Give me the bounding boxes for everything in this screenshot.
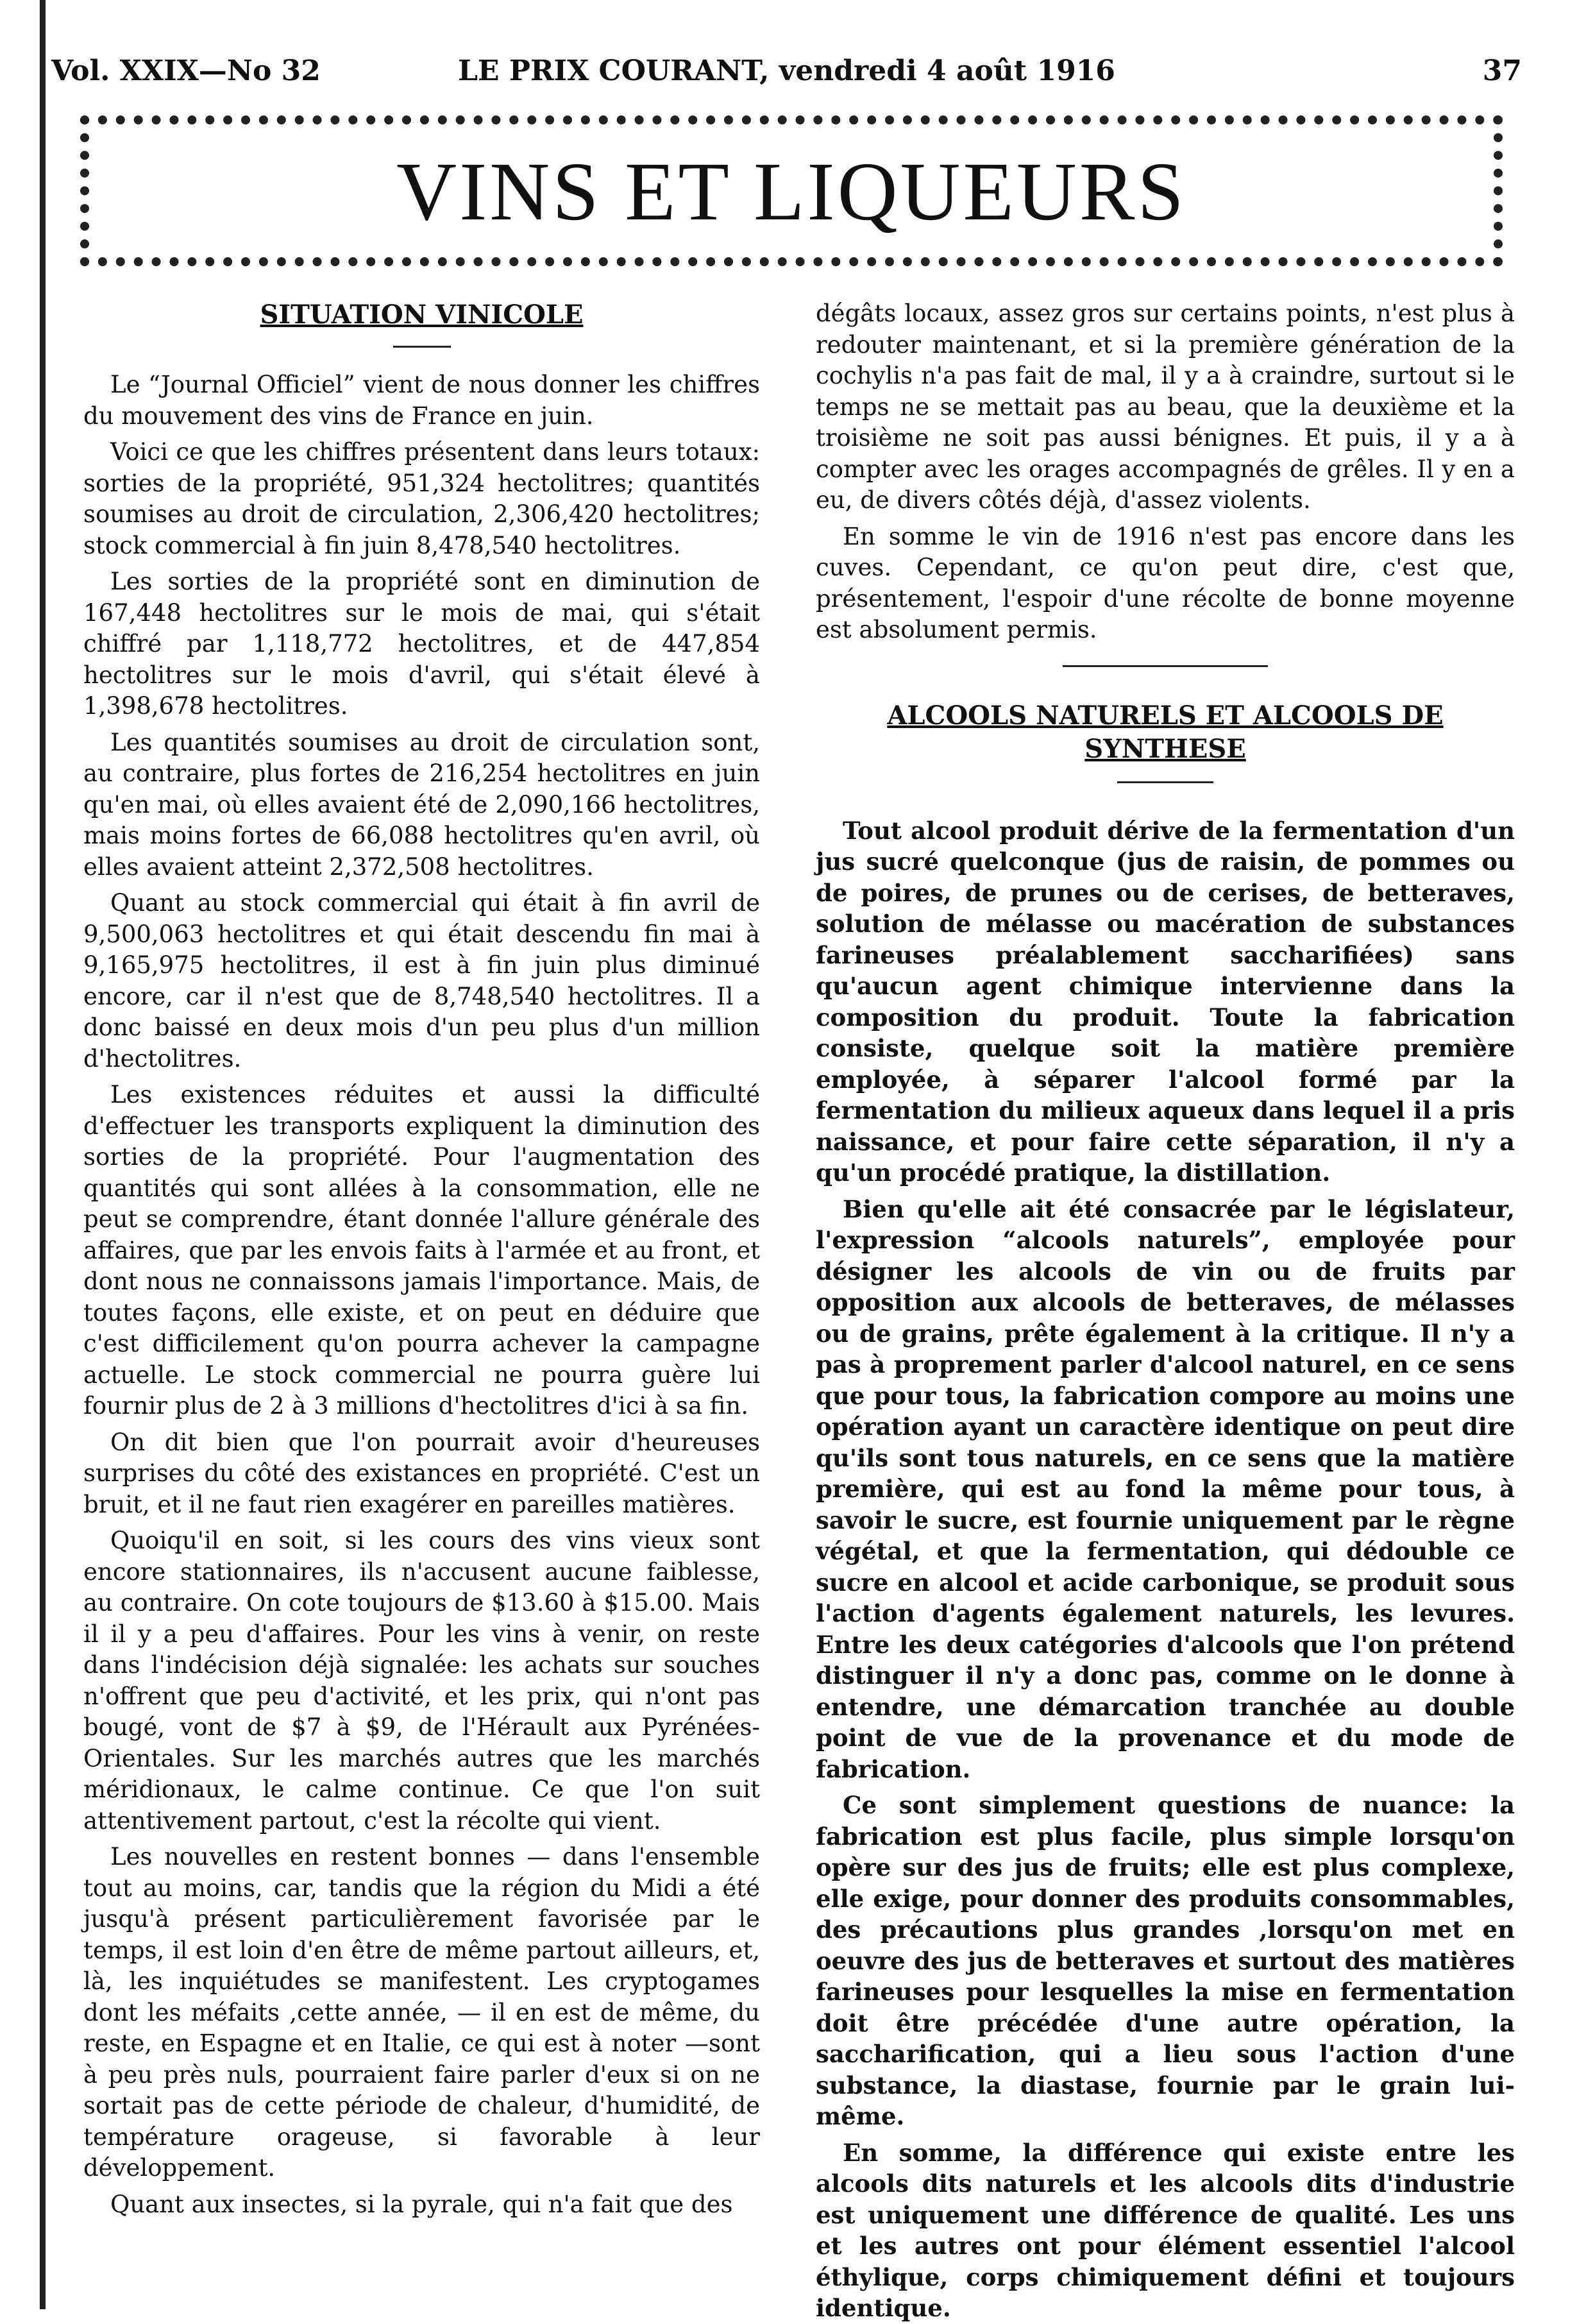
divider <box>1063 665 1268 667</box>
paragraph: Le “Journal Officiel” vient de nous donner les chiffres du mouvement des vins de France en juin. <box>83 371 760 430</box>
divider <box>393 346 451 348</box>
divider <box>1117 781 1213 783</box>
page-header <box>51 55 1522 93</box>
banner-title: VINS ET LIQUEURS <box>396 146 1186 238</box>
paragraph: Voici ce que les chiffres présentent dans leurs totaux: sorties de la propriété, 951,324 hectolitres; quantités soumises au droit de circulation, 2,306,420 hectolitres; stock commercial à fin juin 8,478,540 hectolitres. <box>83 438 760 559</box>
paragraph: dégâts locaux, assez gros sur certains points, n'est plus à redouter maintenant, et si la première génération de la cochylis n'a pas fait de mal, il y a à craindre, surtout si le temps ne se mettait pas au beau, que la deuxième et la troisième ne soit pas aussi bénignes. Et puis, il y a à compter avec les orages accompagnés de grêles. Il y en a eu, de divers côtés déjà, d'assez violents. <box>816 300 1515 514</box>
publication-title: LE PRIX COURANT, vendredi 4 août 1916 <box>458 55 1115 87</box>
paragraph: Quant au stock commercial qui était à fin avril de 9,500,063 hectolitres et qui était descendu fin mai à 9,165,975 hectolitres, il est à fin juin plus diminué encore, car il n'est que de 8,748,540 hectolitres. Il a donc baissé en deux mois d'un peu plus d'un million d'hectolitres. <box>83 889 760 1073</box>
paragraph: Les sorties de la propriété sont en diminution de 167,448 hectolitres sur le mois de mai, qui s'était chiffré par 1,118,772 hectolitres, et de 447,854 hectolitres sur le mois d'avril, qui s'était élevé à 1,398,678 hectolitres. <box>83 568 760 720</box>
paragraph: Tout alcool produit dérive de la fermentation d'un jus sucré quelconque (jus de raisin, de pommes ou de poires, de prunes ou de cerises, de betteraves, solution de mélasse ou macération de substances farineuses préalablement saccharifiées) sans qu'aucun agent chimique intervienne dans la composition du produit. Toute la fabrication consiste, quelque soit la matière première employée, à séparer l'alcool formé par la fermentation du milieux aqueux dans lequel il a pris naissance, et pour faire cette séparation, il n'y a qu'un procédé pratique, la distillation. <box>816 816 1515 1187</box>
paragraph: Ce sont simplement questions de nuance: la fabrication est plus facile, plus simple lorsqu'on opère sur des jus de fruits; elle est plus complexe, elle exige, pour donner des produits consommables, des précautions plus grandes ,lorsqu'on met en oeuvre des jus de betteraves et surtout des matières farineuses pour lesquelles la mise en fermentation doit être précédée d'une autre opération, la saccharification, qui a lieu sous l'action d'une substance, la diastase, fournie par le grain lui-même. <box>816 1791 1515 2130</box>
paragraph: Quoiqu'il en soit, si les cours des vins vieux sont encore stationnaires, ils n'accusent aucune faiblesse, au contraire. On cote toujours de $13.60 à $15.00. Mais il il y a peu d'affaires. Pour les vins à venir, on reste dans l'indécision déjà signalée: les achats sur souches n'offrent que peu d'activité, et les prix, qui n'ont pas bougé, vont de $7 à $9, de l'Hérault aux Pyrénées-Orientales. Sur les marchés autres que les marchés méridionaux, le calme continue. Ce que l'on suit attentivement partout, c'est la récolte qui vient. <box>83 1527 760 1835</box>
page-number: 37 <box>1482 55 1522 87</box>
paragraph: On dit bien que l'on pourrait avoir d'heureuses surprises du côté des existances en propriété. C'est un bruit, et il ne faut rien exagérer en pareilles matières. <box>83 1428 760 1518</box>
left-column <box>83 298 760 2274</box>
paragraph: En somme le vin de 1916 n'est pas encore dans les cuves. Cependant, ce qu'on peut dire, c'est que, présentement, l'espoir d'une récolte de bonne moyenne est absolument permis. <box>816 522 1515 643</box>
paragraph: En somme, la différence qui existe entre les alcools dits naturels et les alcools dits d'industrie est uniquement une différence de qualité. Les uns et les autres ont pour élément essentiel l'alcool éthylique, corps chimiquement défini et toujours identique. <box>816 2138 1515 2322</box>
right-column <box>816 298 1515 2322</box>
page-binding-edge <box>40 0 46 2309</box>
paragraph: Bien qu'elle ait été consacrée par le législateur, l'expression “alcools naturels”, employée pour désigner les alcools de vin ou de fruits par opposition aux alcools de betteraves, de mélasses ou de grains, prête également à la critique. Il n'y a pas à proprement parler d'alcool naturel, en ce sens que pour tous, la fabrication compore au moins une opération ayant un caractère identique on peut dire qu'ils sont tous naturels, en ce sens que la matière première, qui est au fond la même pour tous, à savoir le sucre, est fournie uniquement par le règne végétal, et que la fermentation, qui dédouble ce sucre en alcool et acide carbonique, se produit sous l'action d'agents également naturels, les levures. Entre les deux catégories d'alcools que l'on prétend distinguer il n'y a donc pas, comme on le donne à entendre, une démarcation tranchée au double point de vue de la provenance et du mode de fabrication. <box>816 1194 1515 1783</box>
paragraph: Les quantités soumises au droit de circulation sont, au contraire, plus fortes de 216,254 hectolitres en juin qu'en mai, où elles avaient été de 2,090,166 hectolitres, mais moins fortes de 66,088 hectolitres qu'en avril, où elles avaient atteint 2,372,508 hectolitres. <box>83 728 760 881</box>
article-title-alcools: ALCOOLS NATURELS ET ALCOOLS DE SYNTHESE <box>887 700 1444 764</box>
paragraph: Les existences réduites et aussi la difficulté d'effectuer les transports expliquent la diminution des sorties de la propriété. Pour l'augmentation des quantités qui sont allées à la consommation, elle ne peut se comprendre, étant donnée l'allure générale des affaires, que par les envois faits à l'armée et au front, et dont nous ne connaissons jamais l'importance. Mais, de toutes façons, elle existe, et on peut en déduire que c'est difficilement qu'on pourra achever la campagne actuelle. Le stock commercial ne pourra guère lui fournir plus de 2 à 3 millions d'hectolitres d'ici à sa fin. <box>83 1081 760 1420</box>
paragraph: Les nouvelles en restent bonnes — dans l'ensemble tout au moins, car, tandis que la région du Midi a été jusqu'à présent particulièrement favorisée par le temps, il est loin d'en être de même partout ailleurs, et, là, les inquiétudes se manifestent. Les cryptogames dont les méfaits ,cette année, — il en est de même, du reste, en Espagne et en Italie, ce qui est à noter —sont à peu près nuls, pourraient faire parler d'eux si on ne sortait pas de cette période de chaleur, d'humidité, de température orageuse, si favorable à leur développement. <box>83 1843 760 2182</box>
section-banner <box>80 115 1503 266</box>
article-title-situation-vinicole: SITUATION VINICOLE <box>260 300 584 330</box>
paragraph: Quant aux insectes, si la pyrale, qui n'a fait que des <box>110 2190 733 2218</box>
volume-number: Vol. XXIX—No 32 <box>51 55 321 87</box>
